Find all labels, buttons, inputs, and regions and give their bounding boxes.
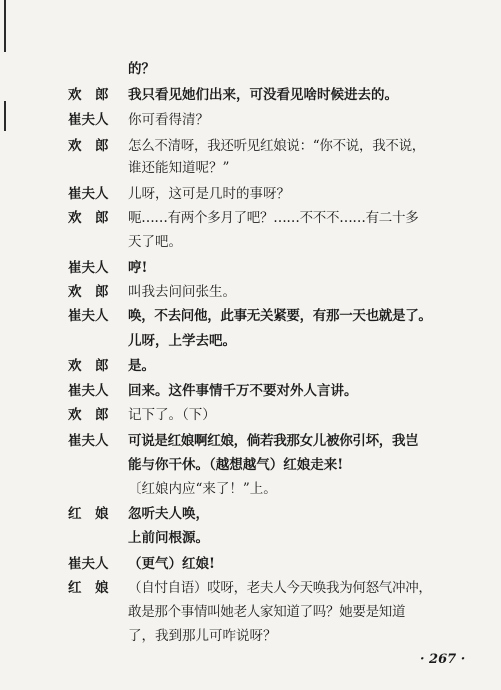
dialogue-line: [0, 305, 501, 327]
speaker-name: 崔夫人: [68, 186, 109, 202]
speaker-name: 欢 郎: [68, 407, 109, 423]
dialogue-line: [0, 380, 501, 402]
dialogue-line: [0, 454, 501, 476]
stage-direction: [0, 478, 501, 500]
speaker-name: 红 娘: [68, 506, 109, 522]
speaker-name: 欢 郎: [68, 210, 109, 226]
speaker-name: 欢 郎: [68, 138, 109, 154]
dialogue-line: [0, 503, 501, 525]
dialogue-text: 能与你干休。（越想越气）红娘走来!: [128, 457, 344, 473]
dialogue-text: 儿呀，这可是几时的事呀？: [128, 186, 290, 202]
dialogue-text: 回来。这件事情千万不要对外人言讲。: [128, 383, 358, 399]
dialogue-line: [0, 404, 501, 426]
dialogue-line: [0, 157, 501, 179]
speaker-name: 欢 郎: [68, 284, 109, 300]
dialogue-text: 唤，不去问他，此事无关紧要，有那一天也就是了。: [128, 308, 432, 324]
page-number: · 267 ·: [420, 652, 466, 667]
dialogue-text: 呃……有两个多月了吧？……不不不……有二十多: [128, 210, 419, 226]
dialogue-line: [0, 553, 501, 575]
dialogue-text: 儿呀，上学去吧。: [128, 333, 236, 349]
dialogue-line: [0, 84, 501, 106]
dialogue-line: [0, 527, 501, 549]
dialogue-line: [0, 281, 501, 303]
dialogue-line: [0, 183, 501, 205]
dialogue-text: 敢是那个事情叫她老人家知道了吗？她要是知道: [128, 604, 406, 620]
dialogue-text: 忽听夫人唤，: [128, 506, 209, 522]
dialogue-line: [0, 601, 501, 623]
dialogue-line: [0, 135, 501, 157]
speaker-name: 崔夫人: [68, 260, 109, 276]
dialogue-text: 〔红娘内应“来了！”上。: [128, 481, 277, 497]
dialogue-line: [0, 109, 501, 131]
dialogue-text: 叫我去问问张生。: [128, 284, 236, 300]
speaker-name: 红 娘: [68, 580, 109, 596]
dialogue-line: [0, 257, 501, 279]
speaker-name: 崔夫人: [68, 433, 109, 449]
speaker-name: 崔夫人: [68, 556, 109, 572]
dialogue-line: [0, 625, 501, 647]
dialogue-text: 可说是红娘啊红娘，倘若我那女儿被你引坏，我岂: [128, 433, 419, 449]
dialogue-text: （自忖自语）哎呀，老夫人今天唤我为何怒气冲冲，: [128, 580, 432, 596]
dialogue-text: 哼!: [128, 260, 148, 276]
dialogue-line: [0, 430, 501, 452]
dialogue-text: 怎么不清呀，我还听见红娘说：“你不说，我不说，: [128, 138, 426, 154]
dialogue-text: 的？: [128, 61, 155, 77]
dialogue-line: [0, 577, 501, 599]
dialogue-text: 了，我到那儿可咋说呀？: [128, 628, 277, 644]
dialogue-line: [0, 231, 501, 253]
speaker-name: 崔夫人: [68, 308, 109, 324]
dialogue-text: 天了吧。: [128, 234, 182, 250]
speaker-name: 崔夫人: [68, 383, 109, 399]
dialogue-text: 是。: [128, 358, 155, 374]
speaker-name: 欢 郎: [68, 358, 109, 374]
dialogue-line: [0, 58, 501, 80]
speaker-name: 欢 郎: [68, 87, 109, 103]
dialogue-text: 我只看见她们出来，可没看见啥时候进去的。: [128, 87, 398, 103]
dialogue-text: （更气）红娘!: [128, 556, 215, 572]
page-edge-mark-top: [4, 0, 6, 52]
dialogue-line: [0, 355, 501, 377]
dialogue-line: [0, 330, 501, 352]
speaker-name: 崔夫人: [68, 112, 109, 128]
dialogue-line: [0, 207, 501, 229]
dialogue-text: 上前问根源。: [128, 530, 209, 546]
dialogue-text: 记下了。（下）: [128, 407, 216, 423]
dialogue-text: 你可看得清？: [128, 112, 209, 128]
dialogue-text: 谁还能知道呢？”: [128, 160, 230, 176]
